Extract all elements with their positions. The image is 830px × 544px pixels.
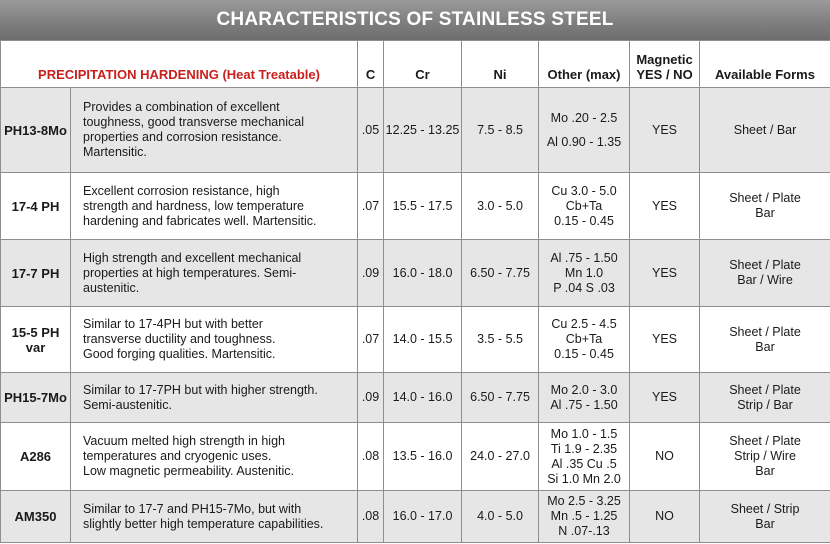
magnetic-value: YES: [630, 373, 700, 423]
page-title: CHARACTERISTICS OF STAINLESS STEEL: [0, 0, 830, 40]
carbon-value: .07: [358, 307, 384, 373]
carbon-value: .09: [358, 373, 384, 423]
grade-code: PH15-7Mo: [1, 373, 71, 423]
carbon-value: .08: [358, 423, 384, 491]
chromium-value: 16.0 - 18.0: [384, 240, 462, 307]
grade-description: Similar to 17-4PH but with better transverse ductility and toughness. Good forging qualities. Martensitic.: [71, 307, 358, 373]
grade-description: Provides a combination of excellent toughness, good transverse mechanical properties and corrosion resistance. Martensitic.: [71, 88, 358, 173]
grade-code: AM350: [1, 491, 71, 543]
magnetic-header-line: YES / NO: [636, 67, 693, 82]
available-forms: Sheet / Plate Bar: [700, 173, 830, 240]
available-forms: Sheet / Plate Bar / Wire: [700, 240, 830, 307]
chromium-value: 13.5 - 16.0: [384, 423, 462, 491]
magnetic-value: NO: [630, 423, 700, 491]
other-elements: Mo 1.0 - 1.5 Ti 1.9 - 2.35 Al .35 Cu .5 Si 1.0 Mn 2.0: [539, 423, 630, 491]
other-elements: Cu 2.5 - 4.5 Cb+Ta 0.15 - 0.45: [539, 307, 630, 373]
available-forms: Sheet / Strip Bar: [700, 491, 830, 543]
table-row: [1, 307, 830, 373]
nickel-value: 6.50 - 7.75: [462, 373, 539, 423]
stainless-steel-table: [0, 40, 830, 543]
column-header-forms: Available Forms: [700, 41, 830, 88]
other-elements: Cu 3.0 - 5.0 Cb+Ta 0.15 - 0.45: [539, 173, 630, 240]
grade-code: 17-4 PH: [1, 173, 71, 240]
grade-code: 17-7 PH: [1, 240, 71, 307]
column-header-c: C: [358, 41, 384, 88]
carbon-value: .07: [358, 173, 384, 240]
carbon-value: .05: [358, 88, 384, 173]
group-heading: PRECIPITATION HARDENING (Heat Treatable): [1, 41, 358, 88]
table-row: [1, 173, 830, 240]
chromium-value: 12.25 - 13.25: [384, 88, 462, 173]
chromium-value: 14.0 - 16.0: [384, 373, 462, 423]
chromium-value: 15.5 - 17.5: [384, 173, 462, 240]
grade-description: Similar to 17-7 and PH15-7Mo, but with slightly better high temperature capabilities.: [71, 491, 358, 543]
other-elements: Mo 2.5 - 3.25 Mn .5 - 1.25 N .07-.13: [539, 491, 630, 543]
magnetic-value: NO: [630, 491, 700, 543]
grade-description: Similar to 17-7PH but with higher strength. Semi-austenitic.: [71, 373, 358, 423]
table-row: [1, 88, 830, 173]
available-forms: Sheet / Plate Strip / Bar: [700, 373, 830, 423]
grade-code: 15-5 PH var: [1, 307, 71, 373]
carbon-value: .09: [358, 240, 384, 307]
nickel-value: 6.50 - 7.75: [462, 240, 539, 307]
available-forms: Sheet / Plate Bar: [700, 307, 830, 373]
nickel-value: 3.5 - 5.5: [462, 307, 539, 373]
other-elements: Mo .20 - 2.5 Al 0.90 - 1.35: [539, 88, 630, 173]
column-header-ni: Ni: [462, 41, 539, 88]
grade-description: Vacuum melted high strength in high temperatures and cryogenic uses. Low magnetic permeability. Austenitic.: [71, 423, 358, 491]
magnetic-value: YES: [630, 173, 700, 240]
column-header-magnetic: [630, 41, 700, 88]
magnetic-value: YES: [630, 307, 700, 373]
column-header-cr: Cr: [384, 41, 462, 88]
other-elements: Al .75 - 1.50 Mn 1.0 P .04 S .03: [539, 240, 630, 307]
available-forms: Sheet / Bar: [700, 88, 830, 173]
grade-code: PH13-8Mo: [1, 88, 71, 173]
nickel-value: 3.0 - 5.0: [462, 173, 539, 240]
chromium-value: 16.0 - 17.0: [384, 491, 462, 543]
column-header-other: Other (max): [539, 41, 630, 88]
grade-description: Excellent corrosion resistance, high strength and hardness, low temperature hardening and fabricates well. Martensitic.: [71, 173, 358, 240]
nickel-value: 4.0 - 5.0: [462, 491, 539, 543]
available-forms: Sheet / Plate Strip / Wire Bar: [700, 423, 830, 491]
magnetic-value: YES: [630, 240, 700, 307]
grade-code: A286: [1, 423, 71, 491]
header-row: [1, 41, 830, 88]
magnetic-value: YES: [630, 88, 700, 173]
nickel-value: 24.0 - 27.0: [462, 423, 539, 491]
nickel-value: 7.5 - 8.5: [462, 88, 539, 173]
carbon-value: .08: [358, 491, 384, 543]
magnetic-header-line: Magnetic: [636, 52, 693, 67]
chromium-value: 14.0 - 15.5: [384, 307, 462, 373]
table-row: [1, 423, 830, 491]
table-row: [1, 373, 830, 423]
grade-description: High strength and excellent mechanical properties at high temperatures. Semi- austenitic.: [71, 240, 358, 307]
table-row: [1, 240, 830, 307]
other-elements: Mo 2.0 - 3.0 Al .75 - 1.50: [539, 373, 630, 423]
table-row: [1, 491, 830, 543]
